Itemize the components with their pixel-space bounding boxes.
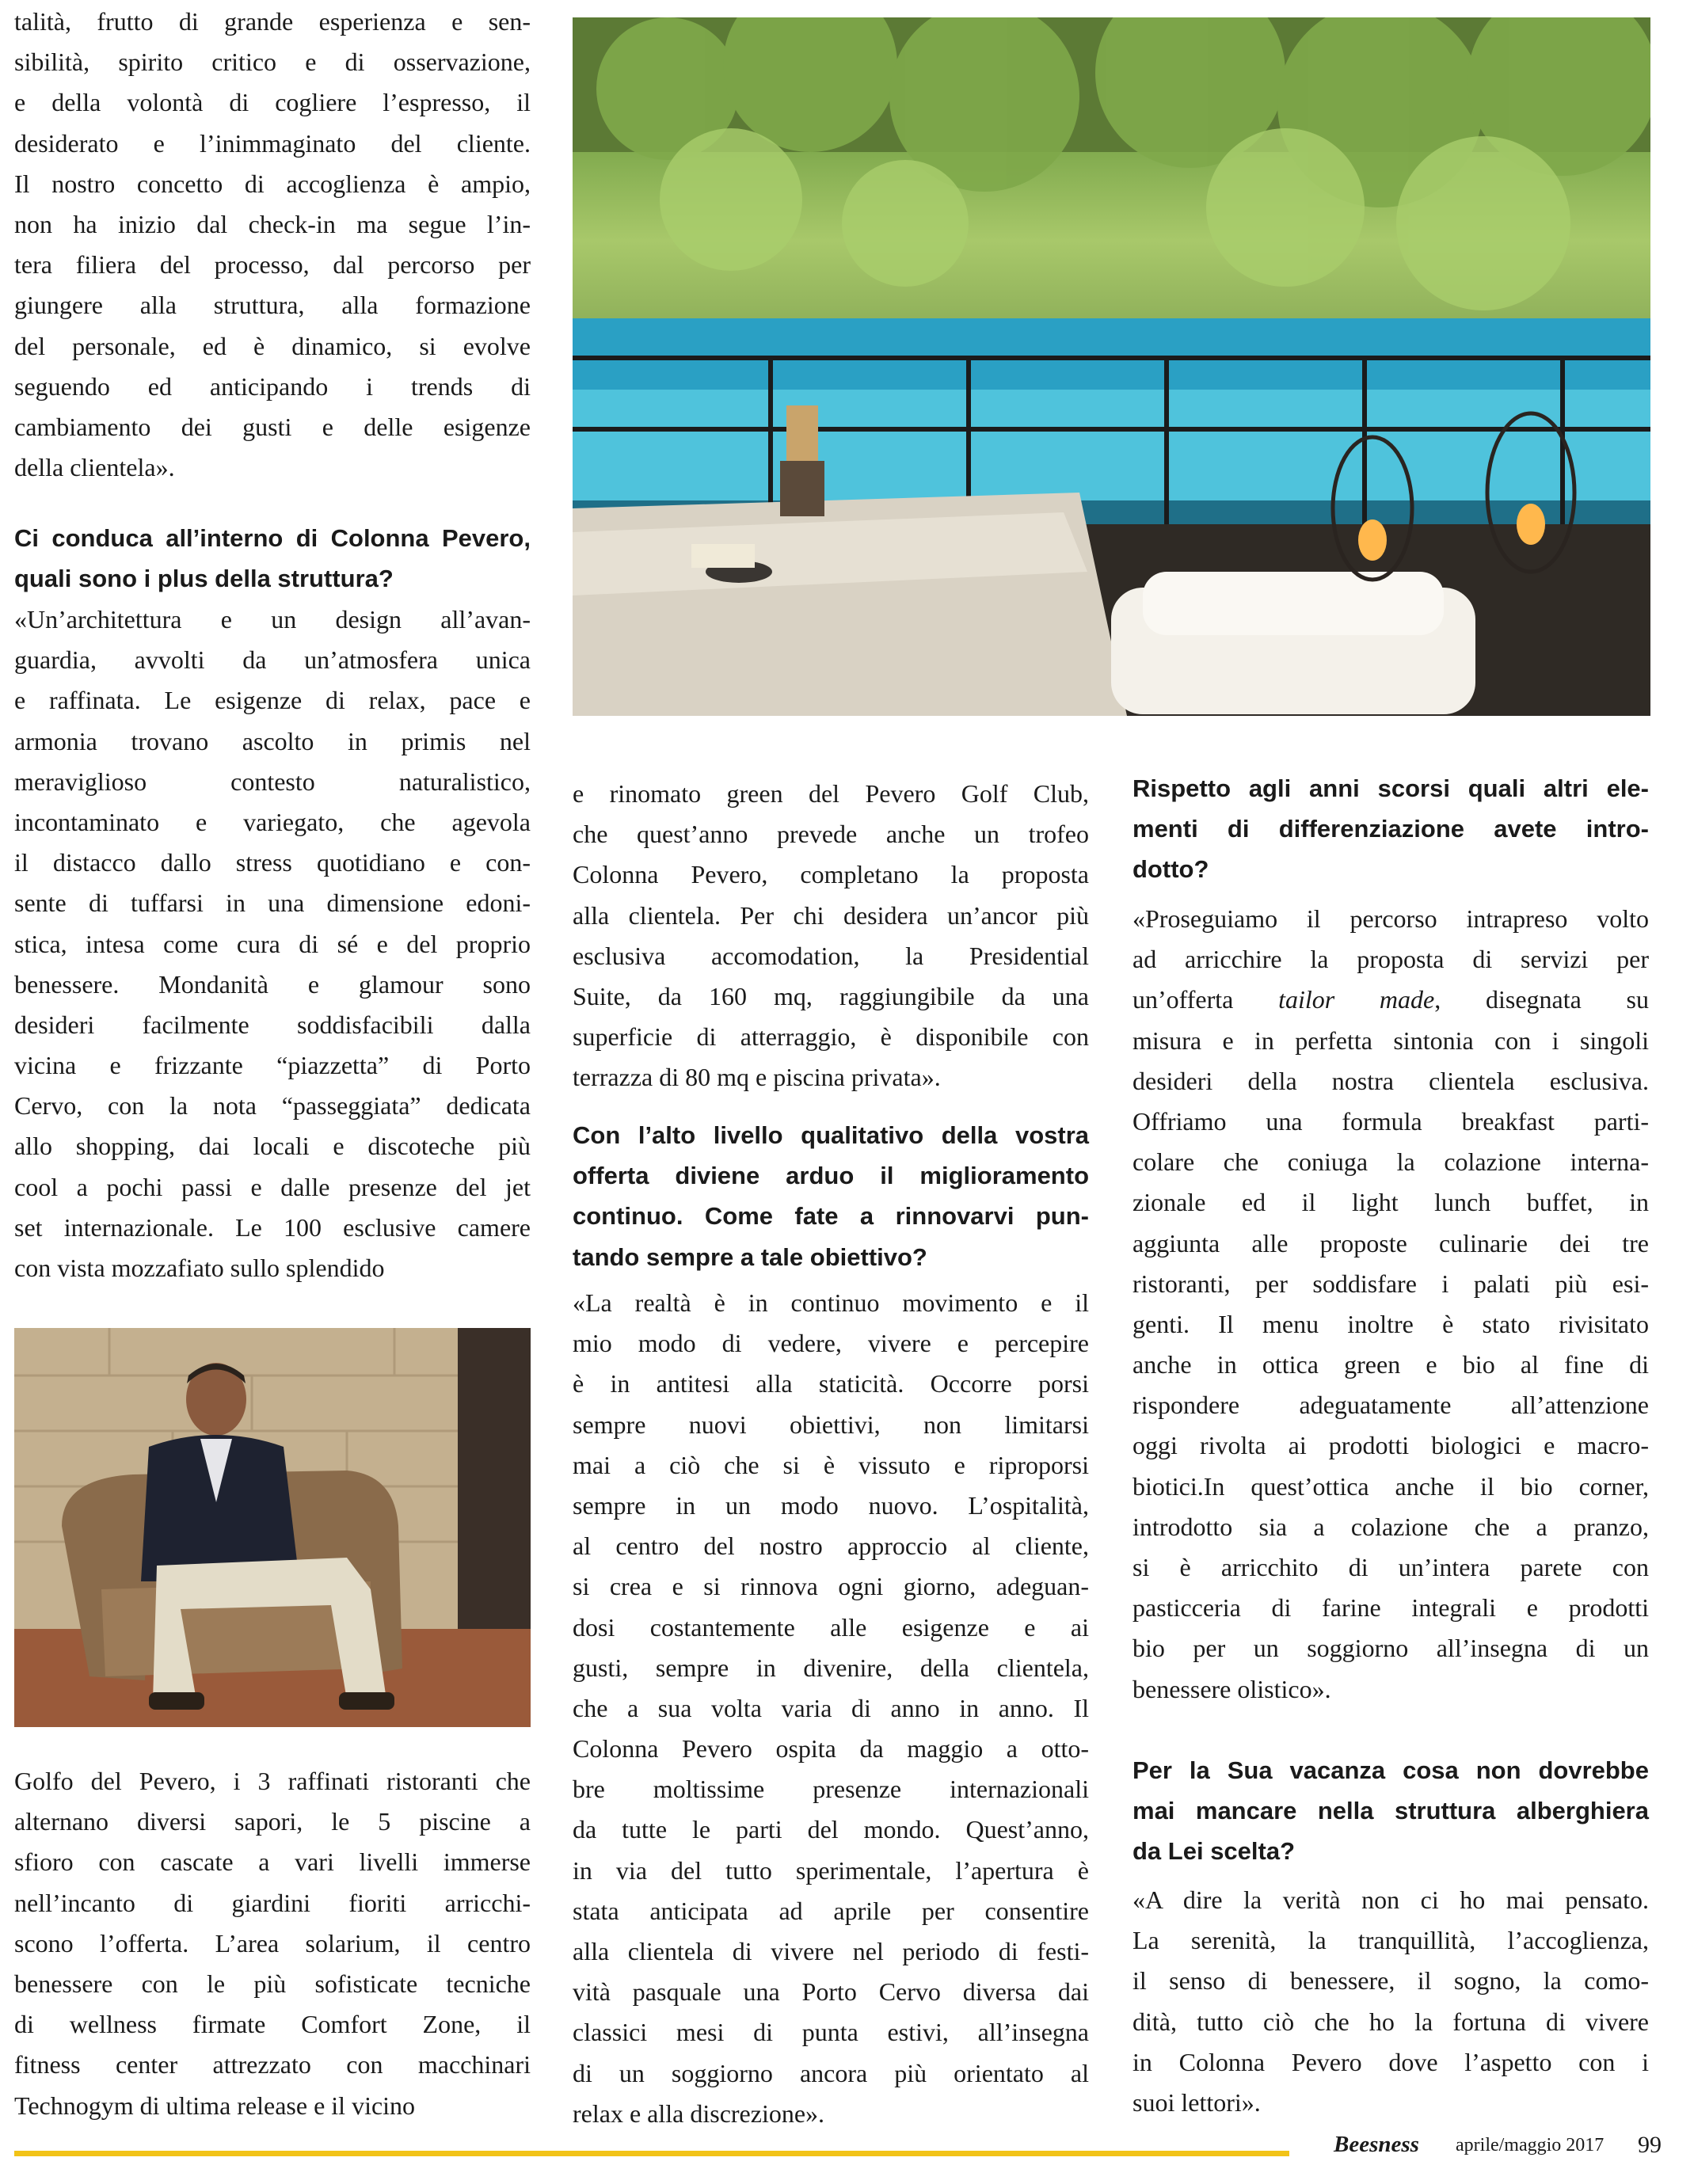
- text-line: biotici.In quest’ottica anche il bio corner,: [1133, 1471, 1649, 1501]
- text-line: introdotto sia a colazione che a pranzo,: [1133, 1512, 1649, 1541]
- text-line: e della volontà di cogliere l’espresso, il: [14, 88, 531, 117]
- text-line: il senso di benessere, il sogno, la como-: [1133, 1966, 1649, 1996]
- text-line: dosi costantemente alle esigenze e ai: [573, 1612, 1089, 1642]
- text-line: sfioro con cascate a vari livelli immerse: [14, 1847, 531, 1877]
- text-line: nell’incanto di giardini fioriti arricchi-: [14, 1888, 531, 1917]
- text-line: con vista mozzafiato sullo splendido: [14, 1254, 385, 1282]
- magazine-brand: Beesness: [1334, 2132, 1419, 2157]
- answer-line: «Proseguiamo il percorso intrapreso volto: [1133, 904, 1649, 933]
- text-line: del personale, ed è dinamico, si evolve: [14, 331, 531, 360]
- text-line: non ha inizio dal check-in ma segue l’in-: [14, 209, 531, 238]
- text-line: seguendo ed anticipando i trends di: [14, 371, 531, 401]
- text-line: dità, tutto ciò che ho la fortuna di vivere: [1133, 2007, 1649, 2036]
- text-line: genti. Il menu inoltre è stato rivisitato: [1133, 1309, 1649, 1338]
- text-line: bio per un soggiorno all’insegna di un: [1133, 1634, 1649, 1663]
- text-line: al centro del nostro approccio al cliente,: [573, 1531, 1089, 1561]
- answer-plus-struttura: [14, 599, 531, 1288]
- text-line: benessere olistico».: [1133, 1674, 1331, 1703]
- text-line: esclusiva accomodation, la Presidential: [573, 941, 1089, 970]
- text-line: armonia trovano ascolto in primis nel: [14, 726, 531, 755]
- text-line: aggiunta alle proposte culinarie dei tre: [1133, 1228, 1649, 1258]
- text-line: offerta diviene arduo il miglioramento: [573, 1162, 1089, 1190]
- text-line: meraviglioso contesto naturalistico,: [14, 767, 531, 796]
- text-line: sente di tuffarsi in una dimensione edoni-: [14, 888, 531, 918]
- text-line: il distacco dallo stress quotidiano e con-: [14, 848, 531, 877]
- text-line: alla clientela di vivere nel periodo di festi-: [573, 1937, 1089, 1965]
- paragraph: [14, 2, 531, 488]
- text-line: menti di differenziazione avete intro-: [1133, 815, 1649, 843]
- text-line: desiderato e l’inimmaginato del cliente.: [14, 128, 531, 158]
- text-line: è in antitesi alla staticità. Occorre porsi: [573, 1369, 1089, 1398]
- answer-line-italic: un’offerta tailor made, disegnata su: [1133, 985, 1650, 1014]
- terrace-illustration: [573, 17, 1650, 716]
- answer-miglioramento: [573, 1283, 1089, 2134]
- text-line: stica, intesa come cura di sé e del proprio: [14, 929, 531, 958]
- text-line: cambiamento dei gusti e delle esigenze: [14, 412, 531, 441]
- text-line: che quest’anno prevede anche un trofeo: [573, 820, 1089, 849]
- text-line: oggi rivolta ai prodotti biologici e macro-: [1133, 1431, 1649, 1460]
- text-line: desideri della nostra clientela esclusiva.: [1133, 1066, 1649, 1095]
- text-line: e raffinata. Le esigenze di relax, pace e: [14, 686, 531, 715]
- text-line: colare che coniuga la colazione interna-: [1133, 1147, 1649, 1177]
- restaurant-terrace-photo: [573, 17, 1650, 716]
- text-line: Il nostro concetto di accoglienza è ampio,: [14, 169, 531, 198]
- text-line: da tutte le parti del mondo. Quest’anno,: [573, 1815, 1089, 1844]
- text-line: Golfo del Pevero, i 3 raffinati ristoranti che: [14, 1767, 531, 1795]
- text-line: vicina e frizzante “piazzetta” di Porto: [14, 1051, 531, 1080]
- text-line: guardia, avvolti da un’atmosfera unica: [14, 645, 531, 675]
- text-line: si è arricchito di un’intera parete con: [1133, 1553, 1649, 1581]
- text-line: superficie di atterraggio, è disponibile con: [573, 1022, 1089, 1052]
- text-line: cool a pochi passi e dalle presenze del jet: [14, 1172, 531, 1201]
- text-line: che a sua volta varia di anno in anno. Il: [573, 1693, 1089, 1722]
- text-line: Suite, da 160 mq, raggiungibile da una: [573, 981, 1089, 1010]
- text-line: Per la Sua vacanza cosa non dovrebbe: [1133, 1756, 1649, 1784]
- text-line: e rinomato green del Pevero Golf Club,: [573, 779, 1089, 808]
- text-line: Rispetto agli anni scorsi quali altri ele-: [1133, 774, 1649, 802]
- portrait-illustration: [14, 1328, 531, 1727]
- text-line: sibilità, spirito critico e di osservazione,: [14, 48, 531, 77]
- text-line: gusti, sempre in divenire, della clientela,: [573, 1653, 1089, 1682]
- text-line: di un soggiorno ancora più orientato al: [573, 2058, 1089, 2087]
- text-line: misura e in perfetta sintonia con i singoli: [1133, 1025, 1649, 1055]
- text-line: giungere alla struttura, alla formazione: [14, 291, 531, 320]
- text-line: allo shopping, dai locali e discoteche più: [14, 1132, 531, 1161]
- text-line: benessere con le più sofisticate tecniche: [14, 1969, 531, 1998]
- text-line: zionale ed il light lunch buffet, in: [1133, 1188, 1649, 1217]
- text-line: da Lei scelta?: [1133, 1837, 1296, 1866]
- text-line: «Un’architettura e un design all’avan-: [14, 605, 531, 634]
- text-line: Offriamo una formula breakfast parti-: [1133, 1106, 1649, 1136]
- text-line: La serenità, la tranquillità, l’accoglienza,: [1133, 1926, 1649, 1955]
- text-line: Cervo, con la nota “passeggiata” dedicata: [14, 1091, 531, 1121]
- text-line: ristoranti, per soddisfare i palati più esi-: [1133, 1269, 1649, 1298]
- text-line: Colonna Pevero ospita da maggio a otto-: [573, 1734, 1089, 1764]
- text-line: talità, frutto di grande esperienza e sen-: [14, 7, 531, 36]
- text-line: sempre nuovi obiettivi, non limitarsi: [573, 1410, 1089, 1439]
- text-line: relax e alla discrezione».: [573, 2098, 825, 2128]
- issue-date: aprile/maggio 2017: [1456, 2135, 1605, 2155]
- text-line: «A dire la verità non ci ho mai pensato.: [1133, 1885, 1649, 1914]
- text-line: incontaminato e variegato, che agevola: [14, 807, 531, 836]
- text-line: mai mancare nella struttura alberghiera: [1133, 1797, 1649, 1825]
- text-line: fitness center attrezzato con macchinari: [14, 2050, 531, 2079]
- text-line: benessere. Mondanità e glamour sono: [14, 969, 531, 999]
- text-line: alla clientela. Per chi desidera un’ancor più: [573, 900, 1089, 930]
- text-line: continuo. Come fate a rinnovarvi pun-: [573, 1202, 1089, 1231]
- question-miglioramento: [573, 1115, 1089, 1277]
- text-line: classici mesi di punta estivi, all’insegna: [573, 2018, 1089, 2047]
- portrait-photo: [14, 1328, 531, 1727]
- text-line: mio modo di vedere, vivere e percepire: [573, 1329, 1089, 1358]
- text-line: stata anticipata ad aprile per consentire: [573, 1896, 1089, 1925]
- text-line: si crea e si rinnova ogni giorno, adeguan-: [573, 1572, 1089, 1601]
- text-line: terrazza di 80 mq e piscina privata».: [573, 1063, 941, 1092]
- footer-rule: [14, 2151, 1289, 2156]
- text-line: di wellness firmate Comfort Zone, il: [14, 2010, 531, 2039]
- text-line: «La realtà è in continuo movimento e il: [573, 1288, 1089, 1317]
- text-line: rispondere adeguatamente all’attenzione: [1133, 1391, 1649, 1420]
- text-line: set internazionale. Le 100 esclusive camere: [14, 1212, 531, 1242]
- text-line: suoi lettori».: [1133, 2087, 1261, 2117]
- text-line: Colonna Pevero, completano la proposta: [573, 860, 1089, 889]
- text-line: desideri facilmente soddisfacibili dalla: [14, 1010, 531, 1039]
- text-line: tando sempre a tale obiettivo?: [573, 1242, 927, 1271]
- text-line: bre moltissime presenze internazionali: [573, 1775, 1089, 1804]
- text-line: scono l’offerta. L’area solarium, il centro: [14, 1928, 531, 1958]
- text-line: Con l’alto livello qualitativo della vostra: [573, 1121, 1089, 1149]
- text-line: in via del tutto sperimentale, l’apertura è: [573, 1855, 1089, 1885]
- question-vacanza: [1133, 1750, 1649, 1872]
- text-line: mai a ciò che si è vissuto e riproporsi: [573, 1450, 1089, 1479]
- text-line: quali sono i plus della struttura?: [14, 565, 394, 593]
- text-line: anche in ottica green e bio al fine di: [1133, 1350, 1649, 1379]
- left-column-bottom: [14, 1761, 531, 2126]
- text-line: vità pasquale una Porto Cervo diversa dai: [573, 1977, 1089, 2007]
- text-line: sempre in un modo nuovo. L’ospitalità,: [573, 1490, 1089, 1520]
- question-differenziazione: [1133, 768, 1649, 890]
- text-line: dotto?: [1133, 855, 1209, 884]
- middle-column-top: [573, 774, 1089, 1098]
- page-number: 99: [1638, 2132, 1662, 2158]
- question-plus-struttura: [14, 518, 531, 599]
- answer-vacanza: [1133, 1880, 1649, 2123]
- text-line: pasticceria di farine integrali e prodotti: [1133, 1593, 1649, 1623]
- answer-line: ad arricchire la proposta di servizi per: [1133, 945, 1649, 974]
- text-line: della clientela».: [14, 453, 175, 482]
- text-line: tera filiera del processo, dal percorso per: [14, 250, 531, 280]
- answer-differenziazione: [1133, 899, 1649, 1710]
- italic-phrase: tailor made: [1278, 985, 1435, 1014]
- left-column-top: [14, 2, 531, 488]
- text-line: Ci conduca all’interno di Colonna Pevero,: [14, 524, 531, 552]
- text-line: alternano diversi sapori, le 5 piscine a: [14, 1807, 531, 1836]
- text-line: in Colonna Pevero dove l’aspetto con i: [1133, 2047, 1649, 2076]
- text-line: Technogym di ultima release e il vicino: [14, 2091, 416, 2120]
